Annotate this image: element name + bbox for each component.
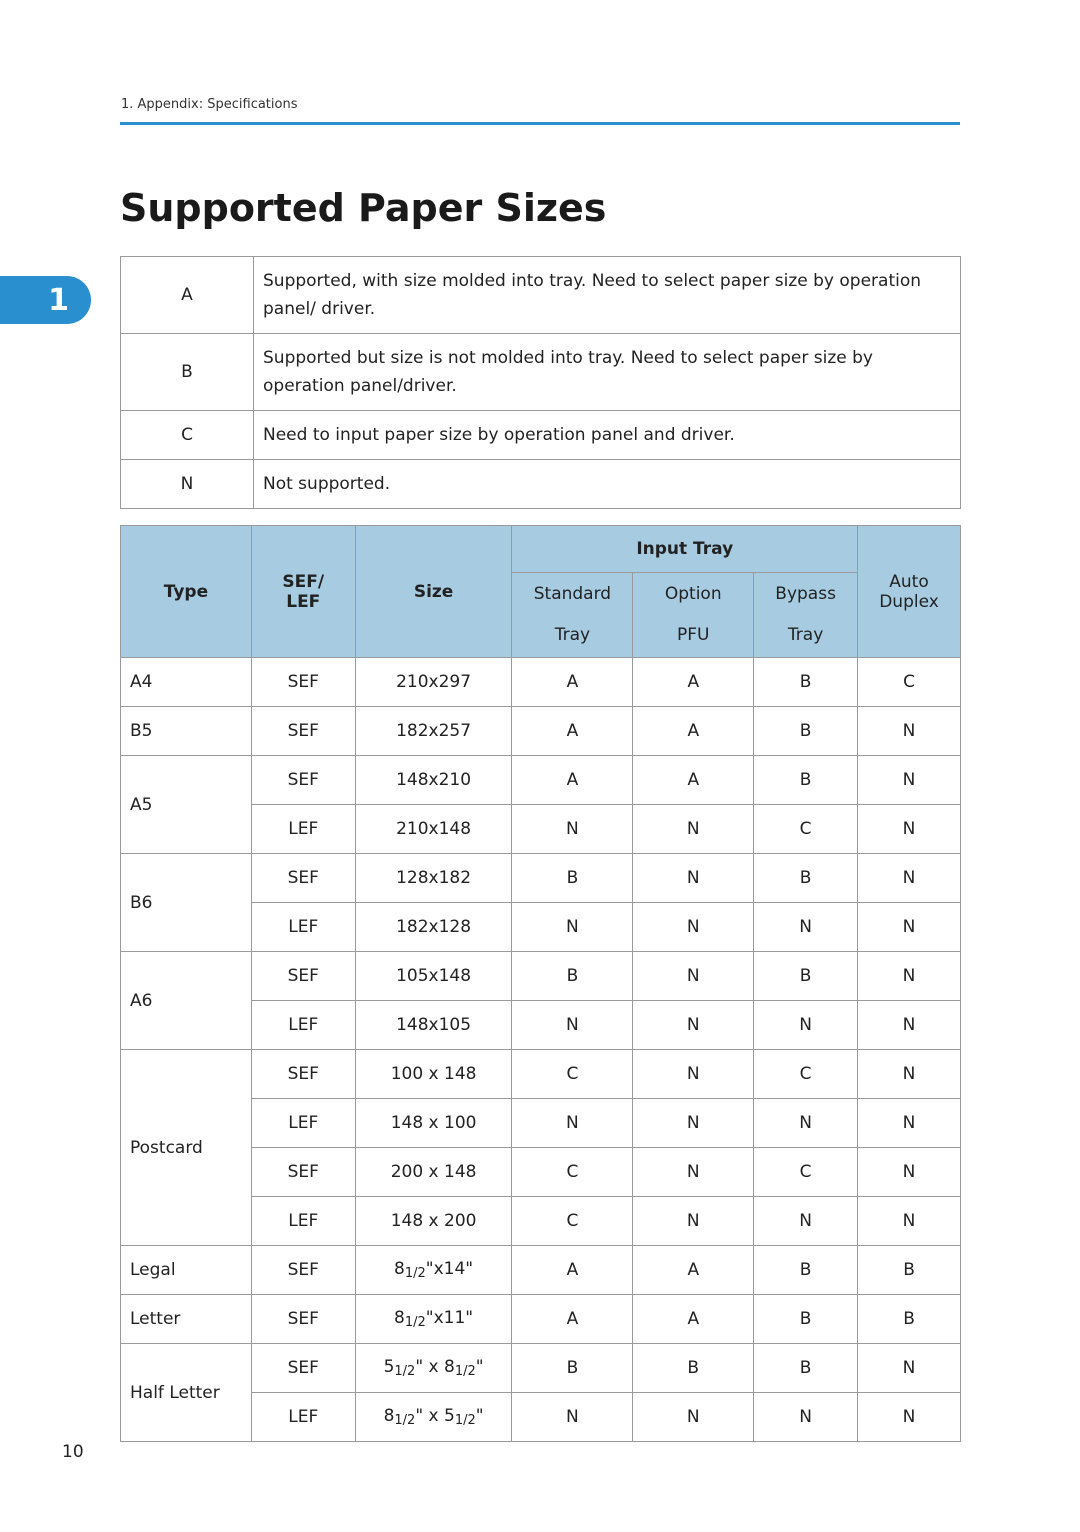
- option-cell: N: [633, 1050, 754, 1099]
- header-bypass-line2: Tray: [787, 625, 824, 645]
- size-fraction: 1/2: [394, 1364, 416, 1379]
- type-cell: Letter: [121, 1295, 252, 1344]
- size-rest: "x14": [425, 1259, 474, 1279]
- option-cell: B: [633, 1344, 754, 1393]
- orient-cell: SEF: [251, 1295, 355, 1344]
- bypass-cell: B: [754, 756, 858, 805]
- size-fraction: 1/2: [454, 1364, 476, 1379]
- header-size: Size: [355, 526, 512, 658]
- legend-row: [121, 460, 961, 509]
- duplex-cell: N: [858, 1344, 961, 1393]
- header-auto-line2: Duplex: [879, 591, 939, 612]
- orient-cell: LEF: [251, 1197, 355, 1246]
- standard-cell: N: [512, 1099, 633, 1148]
- standard-cell: A: [512, 1246, 633, 1295]
- duplex-cell: N: [858, 903, 961, 952]
- header-type: Type: [121, 526, 252, 658]
- duplex-cell: N: [858, 756, 961, 805]
- standard-cell: A: [512, 1295, 633, 1344]
- option-cell: N: [633, 1001, 754, 1050]
- standard-cell: N: [512, 1001, 633, 1050]
- size-cell: [355, 1295, 512, 1344]
- legend-desc: Need to input paper size by operation panel and driver.: [254, 411, 961, 460]
- orient-cell: SEF: [251, 952, 355, 1001]
- table-row: [121, 854, 961, 903]
- page-number: 10: [62, 1442, 84, 1462]
- size-whole: 8: [383, 1406, 395, 1426]
- legend-row: [121, 411, 961, 460]
- bypass-cell: B: [754, 1246, 858, 1295]
- standard-cell: N: [512, 805, 633, 854]
- option-cell: A: [633, 756, 754, 805]
- bypass-cell: C: [754, 1148, 858, 1197]
- legend-code: N: [121, 460, 254, 509]
- legend-desc: Supported, with size molded into tray. Need to select paper size by operation panel/ driver.: [254, 257, 961, 334]
- bypass-cell: B: [754, 707, 858, 756]
- orient-cell: LEF: [251, 1001, 355, 1050]
- type-cell: A6: [121, 952, 252, 1050]
- duplex-cell: N: [858, 952, 961, 1001]
- type-cell: Postcard: [121, 1050, 252, 1246]
- duplex-cell: N: [858, 854, 961, 903]
- orient-cell: SEF: [251, 1344, 355, 1393]
- type-cell: Half Letter: [121, 1344, 252, 1442]
- bypass-cell: B: [754, 854, 858, 903]
- option-cell: N: [633, 805, 754, 854]
- standard-cell: A: [512, 707, 633, 756]
- option-cell: N: [633, 952, 754, 1001]
- bypass-cell: N: [754, 1197, 858, 1246]
- size-cell: 100 x 148: [355, 1050, 512, 1099]
- table-row: [121, 1295, 961, 1344]
- option-cell: A: [633, 658, 754, 707]
- orient-cell: LEF: [251, 903, 355, 952]
- header-auto-line1: Auto: [889, 571, 929, 592]
- chapter-tab: 1: [0, 276, 91, 324]
- orient-cell: LEF: [251, 805, 355, 854]
- paper-sizes-table: [120, 525, 961, 1442]
- bypass-cell: C: [754, 1050, 858, 1099]
- size-whole: 8: [394, 1259, 405, 1279]
- header-standard-line2: Tray: [554, 625, 591, 645]
- standard-cell: N: [512, 1393, 633, 1442]
- header-sef-lef-line2: LEF: [286, 591, 321, 612]
- table-row: [121, 1050, 961, 1099]
- option-cell: N: [633, 854, 754, 903]
- size-cell: 182x128: [355, 903, 512, 952]
- size-cell: [355, 1246, 512, 1295]
- option-cell: N: [633, 903, 754, 952]
- option-cell: A: [633, 1246, 754, 1295]
- legend-row: [121, 334, 961, 411]
- header-standard-line1: Standard: [533, 584, 612, 604]
- legend-table: [120, 256, 961, 509]
- duplex-cell: B: [858, 1295, 961, 1344]
- table-row: [121, 952, 961, 1001]
- header-sef-lef-line1: SEF/: [282, 571, 325, 592]
- size-quote: ": [475, 1406, 484, 1426]
- size-quote: ": [475, 1357, 484, 1377]
- header-bypass-tray: [754, 573, 858, 658]
- header-option-line2: PFU: [677, 625, 710, 645]
- table-row: [121, 756, 961, 805]
- standard-cell: B: [512, 952, 633, 1001]
- size-cell: 148x105: [355, 1001, 512, 1050]
- standard-cell: N: [512, 903, 633, 952]
- size-cell: [355, 1393, 512, 1442]
- duplex-cell: N: [858, 1001, 961, 1050]
- header-option-line1: Option: [664, 584, 722, 604]
- header-rule: [120, 122, 960, 125]
- legend-code: A: [121, 257, 254, 334]
- bypass-cell: N: [754, 903, 858, 952]
- bypass-cell: B: [754, 952, 858, 1001]
- header-input-tray: Input Tray: [512, 526, 858, 573]
- option-cell: N: [633, 1099, 754, 1148]
- page-title: Supported Paper Sizes: [120, 186, 607, 230]
- size-cell: 148 x 200: [355, 1197, 512, 1246]
- breadcrumb: 1. Appendix: Specifications: [121, 97, 298, 112]
- type-cell: B6: [121, 854, 252, 952]
- duplex-cell: N: [858, 1050, 961, 1099]
- size-rest: "x11": [425, 1308, 474, 1328]
- duplex-cell: N: [858, 1197, 961, 1246]
- size-fraction: 1/2: [404, 1266, 426, 1281]
- duplex-cell: N: [858, 805, 961, 854]
- size-cell: 210x297: [355, 658, 512, 707]
- size-fraction: 1/2: [394, 1413, 416, 1428]
- size-cell: 210x148: [355, 805, 512, 854]
- standard-cell: A: [512, 658, 633, 707]
- bypass-cell: B: [754, 658, 858, 707]
- bypass-cell: C: [754, 805, 858, 854]
- bypass-cell: N: [754, 1099, 858, 1148]
- header-sef-lef: [251, 526, 355, 658]
- size-fraction: 1/2: [454, 1413, 476, 1428]
- size-rest: " x 8: [415, 1357, 455, 1377]
- standard-cell: B: [512, 854, 633, 903]
- orient-cell: LEF: [251, 1099, 355, 1148]
- header-standard-tray: [512, 573, 633, 658]
- type-cell: Legal: [121, 1246, 252, 1295]
- legend-code: C: [121, 411, 254, 460]
- table-row: [121, 1246, 961, 1295]
- size-fraction: 1/2: [404, 1315, 426, 1330]
- standard-cell: C: [512, 1050, 633, 1099]
- size-rest: " x 5: [415, 1406, 455, 1426]
- table-row: [121, 1344, 961, 1393]
- size-cell: 200 x 148: [355, 1148, 512, 1197]
- header-bypass-line1: Bypass: [775, 584, 836, 604]
- bypass-cell: N: [754, 1393, 858, 1442]
- size-cell: 148x210: [355, 756, 512, 805]
- legend-desc: Not supported.: [254, 460, 961, 509]
- bypass-cell: B: [754, 1295, 858, 1344]
- bypass-cell: B: [754, 1344, 858, 1393]
- orient-cell: SEF: [251, 658, 355, 707]
- table-row: [121, 658, 961, 707]
- duplex-cell: N: [858, 1148, 961, 1197]
- standard-cell: C: [512, 1148, 633, 1197]
- duplex-cell: B: [858, 1246, 961, 1295]
- size-cell: [355, 1344, 512, 1393]
- table-row: [121, 707, 961, 756]
- option-cell: N: [633, 1197, 754, 1246]
- size-cell: 148 x 100: [355, 1099, 512, 1148]
- option-cell: N: [633, 1148, 754, 1197]
- header-auto-duplex: [858, 526, 961, 658]
- option-cell: A: [633, 707, 754, 756]
- option-cell: N: [633, 1393, 754, 1442]
- duplex-cell: C: [858, 658, 961, 707]
- orient-cell: SEF: [251, 707, 355, 756]
- type-cell: A4: [121, 658, 252, 707]
- size-cell: 105x148: [355, 952, 512, 1001]
- type-cell: B5: [121, 707, 252, 756]
- standard-cell: A: [512, 756, 633, 805]
- size-whole: 8: [394, 1308, 405, 1328]
- duplex-cell: N: [858, 707, 961, 756]
- size-cell: 128x182: [355, 854, 512, 903]
- orient-cell: SEF: [251, 1148, 355, 1197]
- size-whole: 5: [383, 1357, 395, 1377]
- orient-cell: SEF: [251, 756, 355, 805]
- legend-desc: Supported but size is not molded into tray. Need to select paper size by operation panel/driver.: [254, 334, 961, 411]
- type-cell: A5: [121, 756, 252, 854]
- option-cell: A: [633, 1295, 754, 1344]
- standard-cell: B: [512, 1344, 633, 1393]
- duplex-cell: N: [858, 1099, 961, 1148]
- orient-cell: LEF: [251, 1393, 355, 1442]
- orient-cell: SEF: [251, 1050, 355, 1099]
- size-cell: 182x257: [355, 707, 512, 756]
- orient-cell: SEF: [251, 854, 355, 903]
- legend-code: B: [121, 334, 254, 411]
- header-option-pfu: [633, 573, 754, 658]
- bypass-cell: N: [754, 1001, 858, 1050]
- legend-row: [121, 257, 961, 334]
- orient-cell: SEF: [251, 1246, 355, 1295]
- standard-cell: C: [512, 1197, 633, 1246]
- duplex-cell: N: [858, 1393, 961, 1442]
